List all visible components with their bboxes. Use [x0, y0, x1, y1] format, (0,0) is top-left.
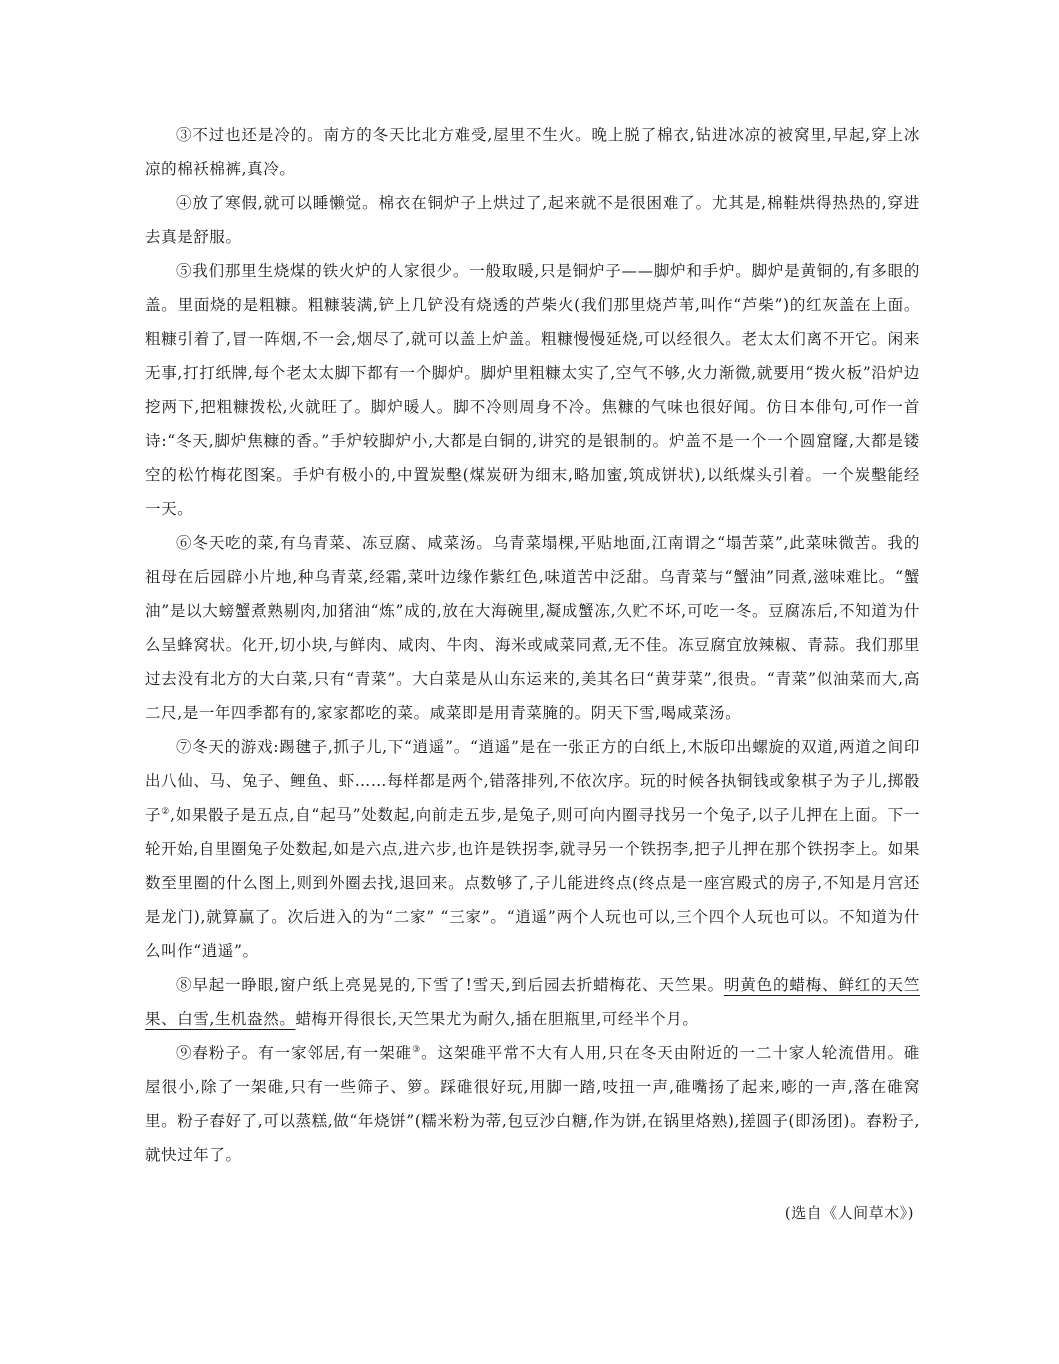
paragraph-4: ④放了寒假,就可以睡懒觉。棉衣在铜炉子上烘过了,起来就不是很困难了。尤其是,棉鞋烘得热热的,穿进去真是舒服。	[145, 194, 920, 246]
source-citation: (选自《人间草木》)	[784, 1204, 914, 1222]
paragraph-7	[145, 730, 920, 968]
article-body	[145, 118, 920, 1172]
paragraph-8	[145, 968, 920, 1036]
underlined-sentence: 明黄色的蜡梅、鲜红的天竺果、白雪,生机盎然。	[145, 976, 920, 1028]
footnote-marker-3: ③	[412, 1044, 422, 1055]
paragraph-7-part-2: ,如果骰子是五点,自“起马”处数起,向前走五步,是兔子,则可向内圈寻找另一个兔子,以子儿押在上面。下一轮开始,自里圈兔子处数起,如是六点,进六步,也许是铁拐李,就寻另一个铁拐李,把子儿押在那个铁拐李上。如果数至里圈的什么图上,则到外圈去找,退回来。点数够了,子儿能进终点(终点是一座宫殿式的房子,不知是月宫还是龙门),就算赢了。次后进入的为“二家” “三家”。“逍遥”两个人玩也可以,三个四个人玩也可以。不知道为什么叫作“逍遥”。	[145, 806, 920, 960]
footnote-marker-2: ②	[161, 806, 171, 817]
paragraph-7-part-1: ⑦冬天的游戏:踢毽子,抓子儿,下“逍遥”。“逍遥”是在一张正方的白纸上,木版印出螺旋的双道,两道之间印出八仙、马、兔子、鲤鱼、虾……每样都是两个,错落排列,不依次序。玩的时候各执铜钱或象棋子为子儿,掷骰子	[145, 738, 920, 824]
paragraph-8-part-2: 蜡梅开得很长,天竺果尤为耐久,插在胆瓶里,可经半个月。	[295, 1010, 699, 1028]
paragraph-9-part-2: 。这架碓平常不大有人用,只在冬天由附近的一二十家人轮流借用。碓屋很小,除了一架碓,只有一些筛子、箩。踩碓很好玩,用脚一踏,吱扭一声,碓嘴扬了起来,嘭的一声,落在碓窝里。粉子舂好了,可以蒸糕,做“年烧饼”(糯米粉为蒂,包豆沙白糖,作为饼,在锅里烙熟),搓圆子(即汤团)。舂粉子,就快过年了。	[145, 1044, 920, 1164]
paragraph-3: ③不过也还是冷的。南方的冬天比北方难受,屋里不生火。晚上脱了棉衣,钻进冰凉的被窝里,早起,穿上冰凉的棉袄棉裤,真冷。	[145, 126, 920, 178]
paragraph-6: ⑥冬天吃的菜,有乌青菜、冻豆腐、咸菜汤。乌青菜塌棵,平贴地面,江南谓之“塌苦菜”,此菜味微苦。我的祖母在后园辟小片地,种乌青菜,经霜,菜叶边缘作紫红色,味道苦中泛甜。乌青菜与“蟹油”同煮,滋味难比。“蟹油”是以大螃蟹煮熟剔肉,加猪油“炼”成的,放在大海碗里,凝成蟹冻,久贮不坏,可吃一冬。豆腐冻后,不知道为什么呈蜂窝状。化开,切小块,与鲜肉、咸肉、牛肉、海米或咸菜同煮,无不佳。冻豆腐宜放辣椒、青蒜。我们那里过去没有北方的大白菜,只有“青菜”。大白菜是从山东运来的,美其名曰“黄芽菜”,很贵。“青菜”似油菜而大,高二尺,是一年四季都有的,家家都吃的菜。咸菜即是用青菜腌的。阴天下雪,喝咸菜汤。	[145, 534, 920, 722]
paragraph-8-part-1: ⑧早起一睁眼,窗户纸上亮晃晃的,下雪了!雪天,到后园去折蜡梅花、天竺果。	[176, 976, 724, 994]
paragraph-9-part-1: ⑨春粉子。有一家邻居,有一架碓	[176, 1044, 413, 1062]
paragraph-9	[145, 1036, 920, 1172]
paragraph-5: ⑤我们那里生烧煤的铁火炉的人家很少。一般取暖,只是铜炉子——脚炉和手炉。脚炉是黄铜的,有多眼的盖。里面烧的是粗糠。粗糠装满,铲上几铲没有烧透的芦柴火(我们那里烧芦苇,叫作“芦柴”)的红灰盖在上面。粗糠引着了,冒一阵烟,不一会,烟尽了,就可以盖上炉盖。粗糠慢慢延烧,可以经很久。老太太们离不开它。闲来无事,打打纸牌,每个老太太脚下都有一个脚炉。脚炉里粗糠太实了,空气不够,火力渐微,就要用“拨火板”沿炉边挖两下,把粗糠拨松,火就旺了。脚炉暖人。脚不冷则周身不冷。焦糠的气味也很好闻。仿日本俳句,可作一首诗:“冬天,脚炉焦糠的香。”手炉较脚炉小,大都是白铜的,讲究的是银制的。炉盖不是一个一个圆窟窿,大都是镂空的松竹梅花图案。手炉有极小的,中置炭墼(煤炭研为细末,略加蜜,筑成饼状),以纸煤头引着。一个炭墼能经一天。	[145, 262, 920, 518]
